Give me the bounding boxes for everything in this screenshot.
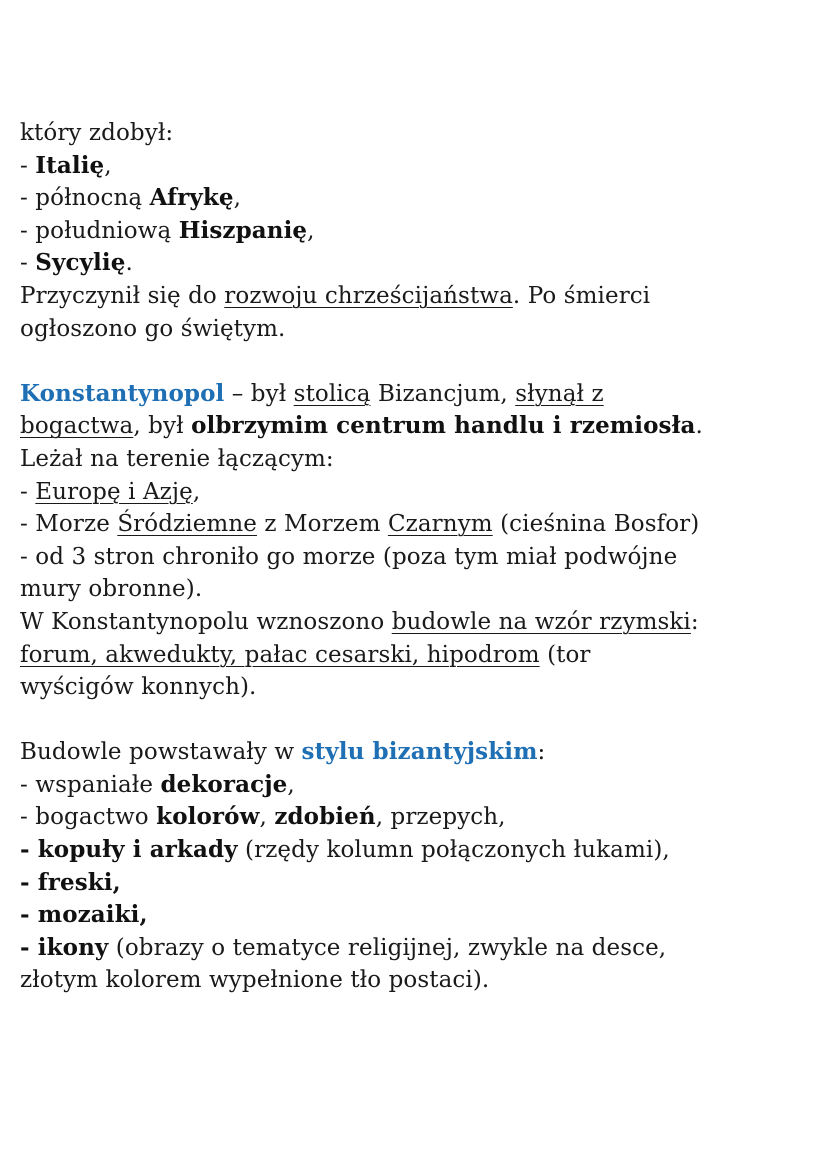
list-item [20, 476, 820, 509]
text-line [20, 443, 820, 476]
item-punct: . [125, 250, 133, 277]
bullet-prefix: - [20, 152, 36, 179]
text-line [20, 117, 820, 150]
text-span: - Morze [20, 511, 118, 538]
intro-text: który zdobył: [20, 120, 174, 146]
item-text: południową [35, 217, 179, 244]
underlined-text: Czarnym [387, 511, 493, 538]
text-line [20, 606, 820, 639]
term-konstantynopol: Konstantynopol [20, 379, 225, 407]
bullet-prefix: - [20, 217, 36, 244]
text-span: (obrazy o tematyce religijnej, zwykle na desce, [108, 934, 667, 961]
text-line [20, 378, 820, 411]
list-item [20, 182, 820, 215]
text-span: z Morzem [256, 511, 388, 538]
text-span: ogłoszono go świętym. [20, 315, 286, 342]
item-bold: Italię [35, 151, 105, 179]
text-span: - wspaniałe [20, 771, 161, 798]
text-span: Bizancjum, [370, 380, 516, 407]
underlined-text: stolicą [293, 380, 371, 407]
term-styl-bizantyjski: stylu bizantyjskim [301, 738, 538, 766]
text-line [20, 410, 820, 443]
bold-text: zdobień [274, 803, 376, 831]
text-span: Przyczynił się do [20, 282, 225, 309]
text-line [20, 964, 820, 997]
text-span: Budowle powstawały w [20, 739, 302, 766]
text-line [20, 280, 820, 313]
list-item [20, 150, 820, 183]
list-item [20, 541, 820, 574]
text-span: W Konstantynopolu wznoszono [20, 608, 392, 635]
item-bold: Afrykę [149, 184, 234, 212]
text-span: . [695, 413, 703, 440]
underlined-text: rozwoju chrześcijaństwa [224, 282, 513, 309]
underlined-text: budowle na wzór rzymski [391, 608, 691, 635]
list-item [20, 215, 820, 248]
paragraph-gap [20, 345, 820, 378]
text-span: mury obronne). [20, 576, 203, 603]
underlined-text: Śródziemne [117, 511, 257, 538]
list-item [20, 899, 820, 932]
bold-text: olbrzymim centrum handlu i rzemiosła [191, 412, 696, 440]
text-line [20, 639, 820, 672]
bold-text: kolorów [156, 803, 260, 831]
list-item [20, 769, 820, 802]
text-span: złotym kolorem wypełnione tło postaci). [20, 967, 490, 994]
bold-text: dekoracje [160, 770, 288, 798]
list-item [20, 801, 820, 834]
text-span: , [259, 804, 275, 831]
text-span: (cieśnina Bosfor) [492, 511, 700, 538]
bullet-prefix: - [20, 478, 36, 505]
text-span: (rzędy kolumn połączonych łukami), [237, 837, 670, 864]
text-span: – był [224, 380, 294, 407]
bullet-prefix: - [20, 185, 36, 212]
text-span: , [192, 478, 201, 505]
text-span: (tor [539, 641, 591, 668]
text-span: , przepych, [375, 804, 506, 831]
text-line [20, 736, 820, 769]
bold-text: - ikony [20, 933, 109, 961]
text-line [20, 573, 820, 606]
underlined-text: forum, akwedukty, pałac cesarski, hipodrom [20, 641, 540, 668]
list-item [20, 508, 820, 541]
text-span: , [287, 771, 295, 798]
text-line [20, 313, 820, 346]
underlined-text: bogactwa [20, 413, 134, 440]
text-span: Leżał na terenie łączącym: [20, 445, 334, 472]
bold-text: - mozaiki, [20, 901, 148, 929]
bullet-prefix: - [20, 250, 36, 277]
item-text: północną [35, 185, 150, 212]
list-item [20, 867, 820, 900]
text-span: - bogactwo [20, 804, 157, 831]
document-page [20, 117, 820, 997]
text-span: wyścigów konnych). [20, 674, 257, 701]
item-punct: , [307, 217, 315, 244]
bold-text: - freski, [20, 868, 121, 896]
underlined-text: słynął z [515, 380, 604, 407]
text-line [20, 671, 820, 704]
text-span: : [690, 608, 699, 635]
item-bold: Hiszpanię [178, 216, 308, 244]
text-span: , był [133, 413, 192, 440]
list-item [20, 247, 820, 280]
list-item [20, 932, 820, 965]
text-span: - od 3 stron chroniło go morze (poza tym miał podwójne [20, 543, 678, 570]
item-bold: Sycylię [35, 249, 126, 277]
list-item [20, 834, 820, 867]
text-span: . Po śmierci [512, 282, 651, 309]
underlined-text: Europę i Azję [35, 478, 193, 505]
paragraph-gap [20, 704, 820, 737]
bold-text: - kopuły i arkady [20, 836, 238, 864]
item-punct: , [104, 152, 112, 179]
item-punct: , [233, 185, 242, 212]
text-span: : [537, 739, 546, 766]
